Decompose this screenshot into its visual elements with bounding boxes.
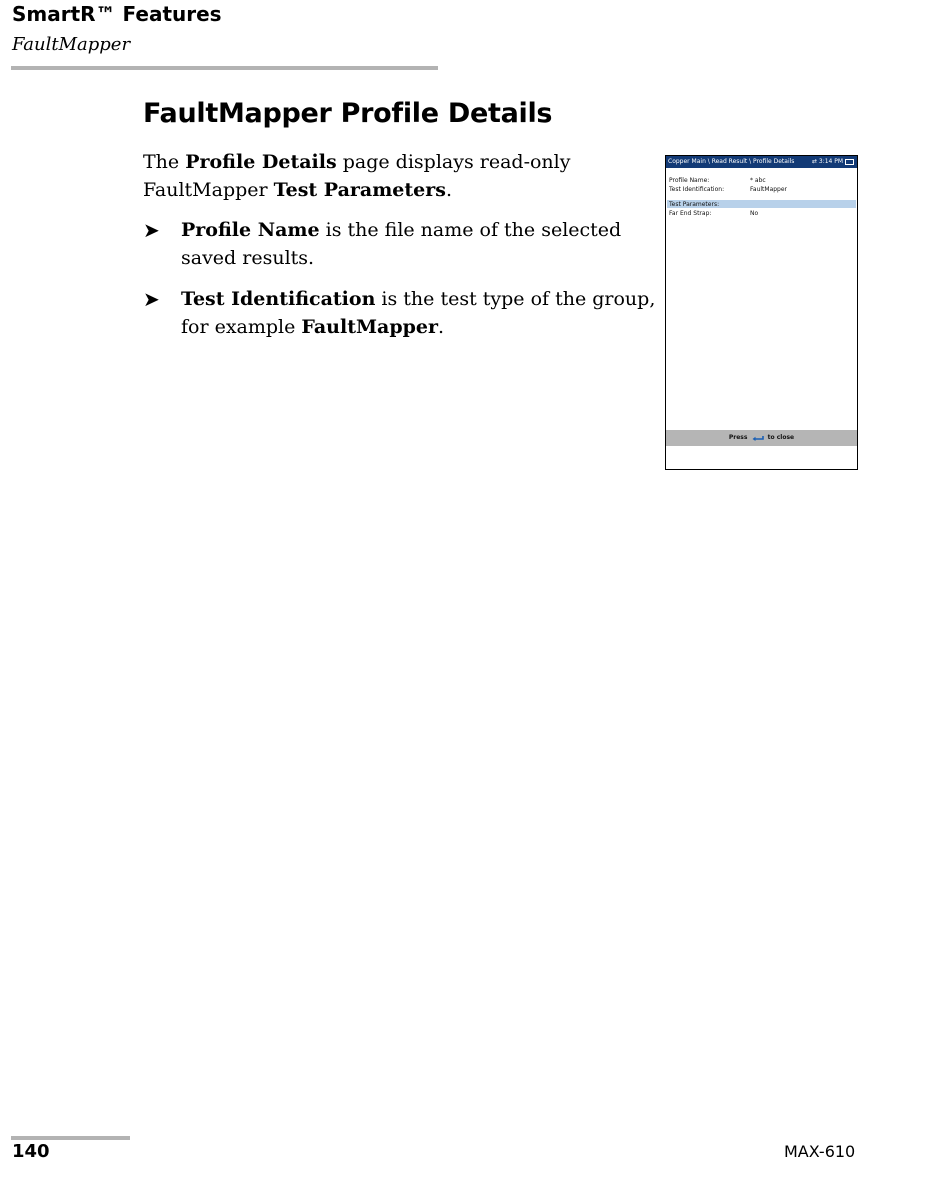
product-model: MAX-610 — [784, 1142, 856, 1161]
bullet-arrow-icon: ➤ — [143, 287, 160, 311]
intro-paragraph: The Profile Details page displays read-only FaultMapper Test Parameters. — [143, 151, 571, 201]
section-title: FaultMapper Profile Details — [143, 98, 553, 129]
device-footer-bar[interactable] — [666, 430, 857, 446]
profile-name-row — [669, 177, 709, 184]
device-screenshot — [665, 155, 858, 470]
bullet-arrow-icon: ➤ — [143, 218, 160, 242]
sync-icon: ⇄ — [811, 158, 817, 165]
device-status — [812, 158, 854, 165]
back-arrow-icon — [752, 435, 764, 441]
far-end-strap-row — [669, 210, 711, 217]
bullet-profile-name: ➤ Profile Name is the file name of the selected saved results. — [143, 218, 622, 269]
test-parameters-label: Test Parameters: — [669, 201, 720, 208]
test-parameters-row[interactable] — [669, 201, 719, 208]
test-identification-row — [669, 186, 724, 193]
running-header-title: SmartR™ Features — [12, 2, 222, 26]
bullet-test-identification: ➤ Test Identification is the test type of the group, for example FaultMapper. — [143, 287, 656, 338]
running-header-subtitle: FaultMapper — [12, 34, 131, 55]
profile-name-value: * abc — [750, 177, 766, 184]
footer-rule — [11, 1136, 130, 1140]
device-time: 3:14 PM — [818, 158, 844, 165]
profile-name-label: Profile Name: — [669, 177, 710, 184]
device-breadcrumb: Copper Main \ Read Result \ Profile Details — [668, 158, 795, 165]
far-end-strap-label: Far End Strap: — [669, 210, 712, 217]
far-end-strap-value: No — [750, 210, 759, 217]
test-identification-label: Test Identification: — [669, 186, 725, 193]
device-title-bar — [666, 156, 857, 168]
close-hint: Press to close — [728, 434, 795, 441]
header-rule — [11, 66, 438, 70]
battery-icon — [845, 159, 854, 165]
page-number: 140 — [12, 1141, 50, 1162]
test-identification-value: FaultMapper — [750, 186, 788, 193]
